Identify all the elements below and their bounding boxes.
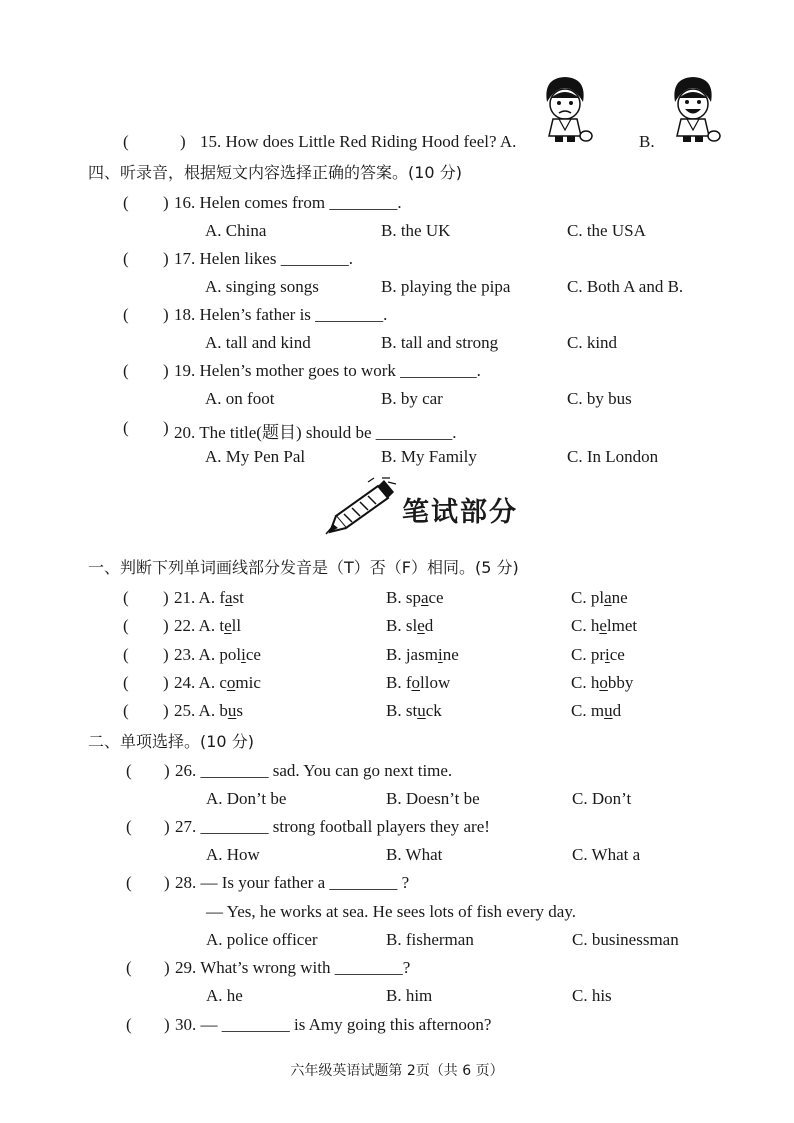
question-text: 30. — ________ is Amy going this afternoon? [175,1015,492,1034]
answer-paren-open: ( [123,645,129,664]
option-a: A. tall and kind [205,333,311,352]
answer-paren-open: ( [126,873,132,892]
option-c: C. kind [567,333,618,352]
answer-paren-open: ( [123,673,129,692]
option-a: A. Don’t be [206,789,287,808]
answer-paren-open: ( [126,958,132,977]
option-a: A. police officer [206,930,318,949]
question-text: 28. — Is your father a ________ ? [175,873,410,892]
answer-paren-close: ) [164,761,170,780]
option-b: B. follow [386,673,451,692]
page-footer: 六年级英语试题第 2页（共 6 页） [290,1063,504,1079]
answer-paren-close: ) [164,873,170,892]
answer-paren-close: ) [164,1015,170,1034]
option-c: C. helmet [571,616,638,635]
option-c: C. his [572,986,612,1005]
option-15b-label: B. [639,132,655,151]
option-b: B. stuck [386,701,442,720]
option-b: B. My Family [381,447,477,466]
option-b: B. him [386,986,433,1005]
question-text: 16. Helen comes from ________. [174,193,402,212]
happy-girl-icon [663,72,723,147]
answer-paren-open: ( [126,817,132,836]
answer-paren-open: ( [123,305,129,324]
option-a: 23. A. police [174,645,261,664]
answer-paren-close: ) [163,645,169,664]
option-a: A. My Pen Pal [205,447,306,466]
option-c: C. In London [567,447,659,466]
answer-paren-open: ( [126,761,132,780]
answer-paren-close: ) [163,673,169,692]
option-c: C. mud [571,701,622,720]
answer-paren-close: ) [164,817,170,836]
option-b: B. What [386,845,443,864]
answer-paren-open: ( [123,249,129,268]
answer-paren-close: ) [163,193,169,212]
option-b: B. jasmine [386,645,459,664]
answer-paren-close: ) [164,958,170,977]
question-text: 27. ________ strong football players they are! [175,817,490,836]
option-a: 21. A. fast [174,588,244,607]
answer-paren-open: ( [123,418,129,437]
option-c: C. plane [571,588,628,607]
option-c: C. What a [572,845,641,864]
option-a: 22. A. tell [174,616,242,635]
option-b: B. Doesn’t be [386,789,480,808]
question-text: 20. The title(题目) should be _________. [174,423,457,442]
answer-paren-close: ) [163,588,169,607]
option-a: A. How [206,845,260,864]
option-b: B. playing the pipa [381,277,511,296]
section-4-title: 四、听录音，根据短文内容选择正确的答案。(10 分) [88,163,462,182]
option-b: B. by car [381,389,443,408]
question-text: 19. Helen’s mother goes to work _________. [174,361,481,380]
option-c: C. by bus [567,389,632,408]
question-text: 26. ________ sad. You can go next time. [175,761,453,780]
question-text: 29. What’s wrong with ________? [175,958,411,977]
option-b: B. fisherman [386,930,474,949]
answer-paren-close: ) [163,249,169,268]
answer-paren-open: ( [123,701,129,720]
option-a: A. on foot [205,389,275,408]
answer-paren-open: ( [123,132,129,151]
option-a: 24. A. comic [174,673,261,692]
option-c: C. Don’t [572,789,632,808]
section-2-title: 二、单项选择。(10 分) [88,732,254,751]
option-a: A. singing songs [205,277,319,296]
answer-paren-open: ( [123,361,129,380]
section-1-title: 一、判断下列单词画线部分发音是（T）否（F）相同。(5 分) [88,558,519,577]
answer-paren-close: ) [163,361,169,380]
option-c: C. the USA [567,221,646,240]
answer-paren-close: ) [163,418,169,437]
option-c: C. price [571,645,625,664]
sad-girl-icon [535,72,595,147]
question-text: 18. Helen’s father is ________. [174,305,388,324]
answer-paren-open: ( [123,616,129,635]
answer-paren-close: ) [180,132,186,151]
option-b: B. the UK [381,221,451,240]
option-c: C. Both A and B. [567,277,684,296]
option-a: 25. A. bus [174,701,243,720]
option-c: C. hobby [571,673,634,692]
option-a: A. he [206,986,243,1005]
question-text: 17. Helen likes ________. [174,249,353,268]
written-section-banner: 笔试部分 [402,497,518,528]
option-a: A. China [205,221,267,240]
question-15: 15. How does Little Red Riding Hood feel? A. [200,132,517,151]
option-b: B. space [386,588,444,607]
option-b: B. sled [386,616,434,635]
answer-paren-open: ( [126,1015,132,1034]
pencil-icon [322,476,400,538]
answer-paren-close: ) [163,616,169,635]
answer-paren-close: ) [163,701,169,720]
answer-paren-open: ( [123,588,129,607]
option-c: C. businessman [572,930,679,949]
answer-paren-close: ) [163,305,169,324]
question-text-continued: — Yes, he works at sea. He sees lots of fish every day. [206,902,576,921]
answer-paren-open: ( [123,193,129,212]
option-b: B. tall and strong [381,333,499,352]
